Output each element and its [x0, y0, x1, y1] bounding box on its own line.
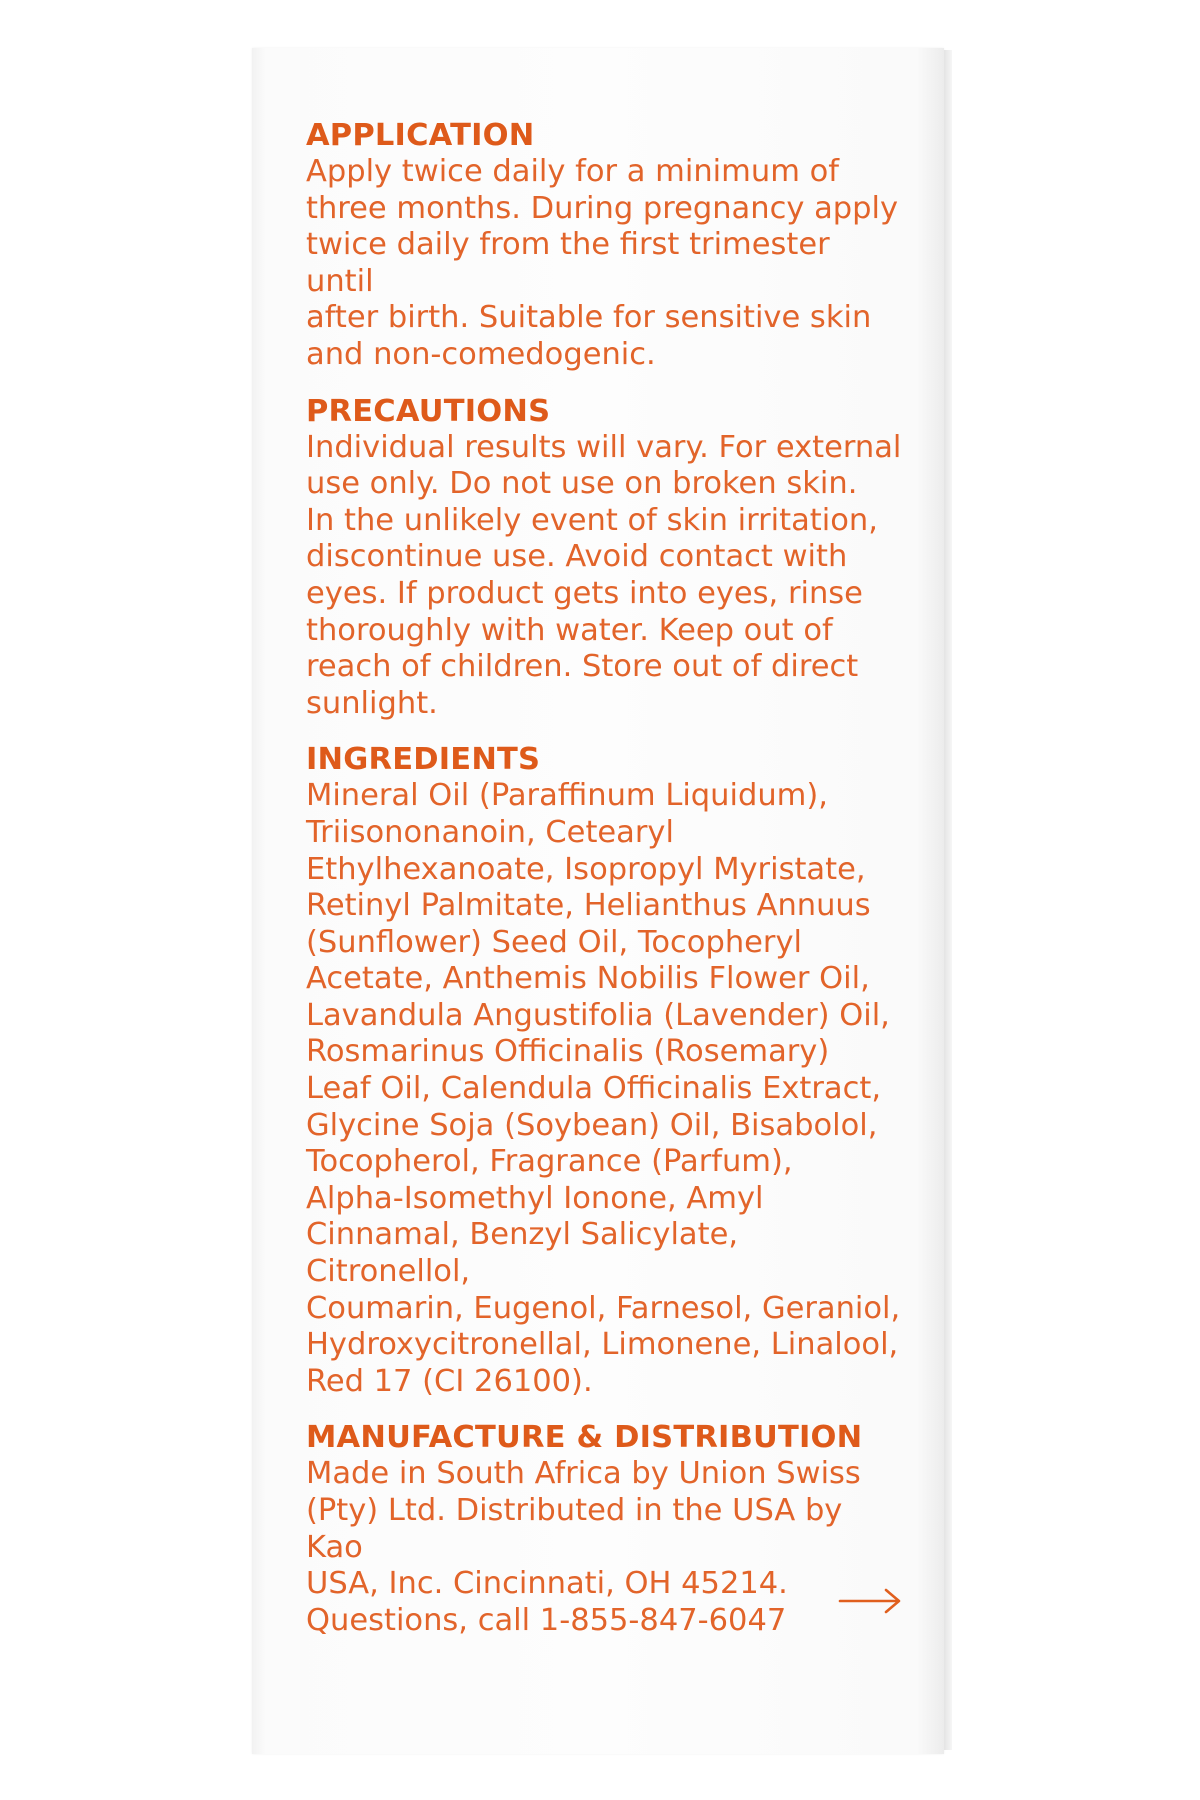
manufacture-heading: MANUFACTURE & DISTRIBUTION [306, 1420, 863, 1456]
manufacture-section [306, 1420, 906, 1639]
precautions-heading: PRECAUTIONS [306, 393, 551, 429]
package-side-panel [252, 48, 944, 1754]
application-text: Apply twice daily for a minimum of three months. During pregnancy apply twice daily from the first trimester until after birth. Suitable for sensitive skin and non-comedogenic. [306, 154, 899, 372]
manufacture-text: Made in South Africa by Union Swiss (Pty) Ltd. Distributed in the USA by Kao USA, Inc. Cincinnati, OH 45214. Questions, call 1-855-847-6047 [306, 1456, 861, 1638]
application-section [306, 118, 906, 374]
ingredients-text: Mineral Oil (Paraffinum Liquidum), Triisononanoin, Cetearyl Ethylhexanoate, Isopropyl Myristate, Retinyl Palmitate, Helianthus Annuus (Sunflower) Seed Oil, Tocopheryl Acetate, Anthemis Nobilis Flower Oil, Lavandula Angustifolia (Lavender) Oil, Rosmarinus Officinalis (Rosemary) Leaf Oil, Calendula Officinalis Extract, Glycine Soja (Soybean) Oil, Bisabolol, Tocopherol, Fragrance (Parfum), Alpha-Isomethyl Ionone, Amyl Cinnamal, Benzyl Salicylate, Citronellol, Coumarin, Eugenol, Farnesol, Geraniol, Hydroxycitronellal, Limonene, Linalool, Red 17 (CI 26100). [306, 778, 901, 1399]
application-heading: APPLICATION [306, 118, 535, 153]
package-edge [944, 50, 952, 1750]
precautions-section [306, 394, 906, 723]
ingredients-section [306, 742, 906, 1400]
label-text-block [306, 118, 906, 1659]
precautions-text: Individual results will vary. For external use only. Do not use on broken skin. In the unlikely event of skin irritation, discontinue use. Avoid contact with eyes. If product gets into eyes, rinse thoroughly with water. Keep out of reach of children. Store out of direct sunlight. [306, 429, 902, 721]
ingredients-heading: INGREDIENTS [306, 742, 541, 778]
arrow-right-icon [838, 1586, 902, 1616]
